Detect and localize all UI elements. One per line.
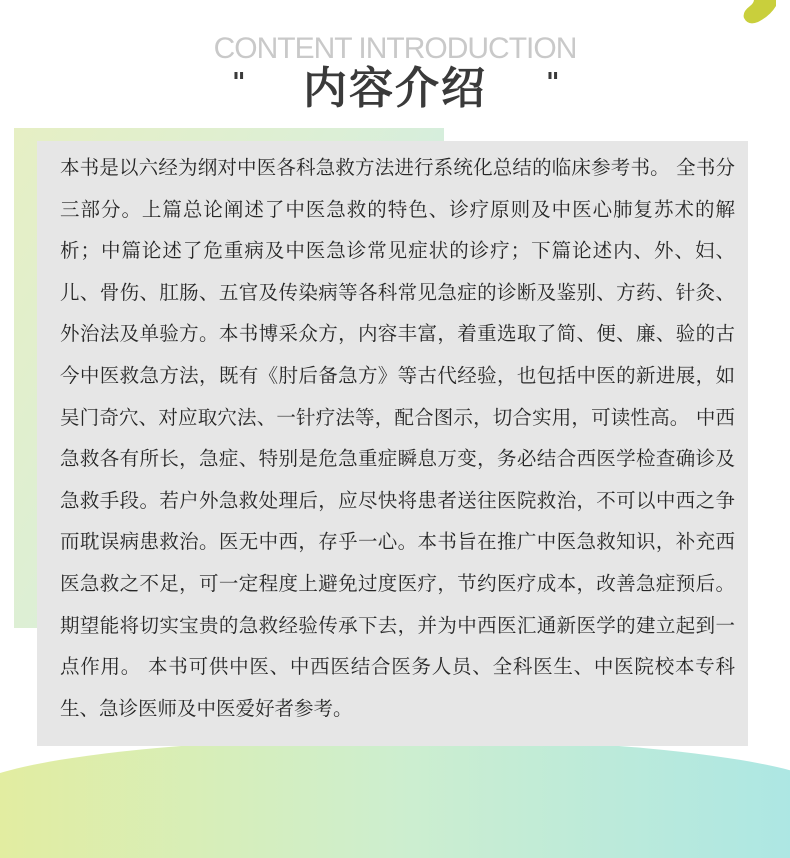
content-panel <box>37 141 748 746</box>
header-subtitle-en: CONTENT INTRODUCTION <box>213 32 577 65</box>
quote-close-mark: " <box>546 68 560 98</box>
page-title: 内容介绍 <box>303 63 487 114</box>
content-body-text: 本书是以六经为纲对中医各科急救方法进行系统化总结的临床参考书。 全书分三部分。上篇总论阐述了中医急救的特色、诊疗原则及中医心肺复苏术的解析；中篇论述了危重病及中医急诊常见症状的诊疗；下篇论述内、外、妇、儿、骨伤、肛肠、五官及传染病等各科常见急症的诊断及鉴别、方药、针灸、外治法及单验方。本书博采众方，内容丰富，着重选取了简、便、廉、验的古今中医救急方法，既有《肘后备急方》等古代经验，也包括中医的新进展，如吴门奇穴、对应取穴法、一针疗法等，配合图示，切合实用，可读性高。 中西急救各有所长，急症、特别是危急重症瞬息万变，务必结合西医学检查确诊及急救手段。若户外急救处理后，应尽快将患者送往医院救治，不可以中西之争而耽误病患救治。医无中西，存乎一心。本书旨在推广中医急救知识，补充西医急救之不足，可一定程度上避免过度医疗，节约医疗成本，改善急症预后。期望能将切实宝贵的急救经验传承下去，并为中西医汇通新医学的建立起到一点作用。 本书可供中医、中西医结合医务人员、全科医生、中医院校本专科生、急诊医师及中医爱好者参考。 <box>60 156 735 720</box>
header <box>0 30 790 114</box>
quote-open-mark: " <box>232 68 246 98</box>
corner-accent-shape <box>736 0 776 32</box>
bottom-decorative-swoosh <box>0 738 790 858</box>
